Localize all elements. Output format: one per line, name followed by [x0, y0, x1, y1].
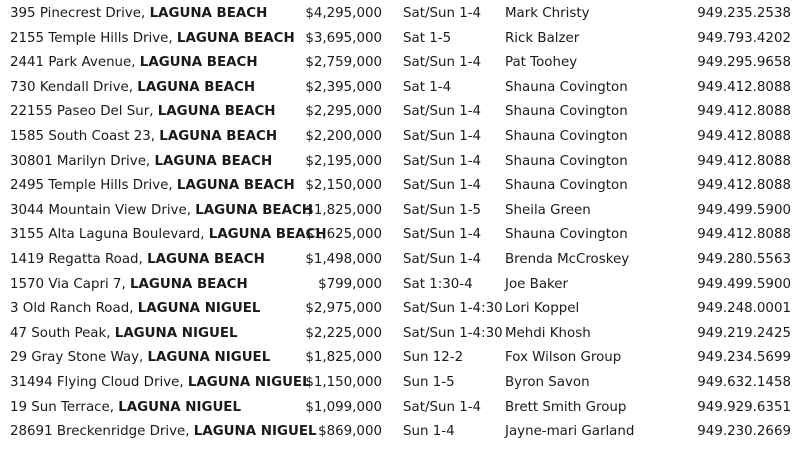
- listing-phone: 949.412.8088: [697, 153, 791, 169]
- listing-address: [10, 371, 311, 396]
- listing-phone: 949.412.8088: [697, 178, 791, 194]
- listing-address: [10, 223, 327, 248]
- listing-street: 1419 Regatta Road,: [10, 251, 148, 267]
- listing-open-hours: Sat/Sun 1-4: [403, 104, 482, 120]
- listing-city: LAGUNA NIGUEL: [114, 325, 238, 341]
- listing-open-hours: Sat/Sun 1-4: [403, 251, 482, 267]
- listing-open-hours: Sat/Sun 1-4: [403, 55, 482, 71]
- listing-agent: Brett Smith Group: [505, 399, 627, 415]
- listing-city: LAGUNA BEACH: [147, 251, 265, 267]
- listing-open-hours: Sun 12-2: [403, 350, 464, 366]
- listing-row: [0, 100, 800, 125]
- listing-city: LAGUNA NIGUEL: [118, 399, 241, 415]
- listing-phone: 949.929.6351: [697, 399, 791, 415]
- listing-price: $4,295,000: [305, 6, 382, 21]
- listing-address: [10, 297, 260, 322]
- listing-open-hours: Sat/Sun 1-4: [403, 6, 482, 21]
- listing-city: LAGUNA BEACH: [176, 178, 295, 194]
- listing-agent: Joe Baker: [505, 276, 569, 292]
- listing-street: 29 Gray Stone Way,: [10, 350, 148, 366]
- listing-agent: Byron Savon: [505, 374, 590, 390]
- listing-agent: Shauna Covington: [505, 104, 628, 120]
- listing-open-hours: Sat 1-5: [403, 30, 452, 46]
- listing-city: LAGUNA NIGUEL: [147, 350, 271, 366]
- listing-street: 2495 Temple Hills Drive,: [10, 178, 177, 194]
- listing-open-hours: Sat/Sun 1-4: [403, 399, 482, 415]
- listing-street: 1570 Via Capri 7,: [10, 276, 130, 292]
- listing-agent: Fox Wilson Group: [505, 350, 622, 366]
- listing-city: LAGUNA NIGUEL: [193, 424, 317, 440]
- listing-phone: 949.412.8088: [697, 79, 791, 95]
- listing-city: LAGUNA BEACH: [139, 55, 258, 71]
- listing-price: $1,825,000: [305, 202, 382, 218]
- listing-phone: 949.219.2425: [697, 325, 791, 341]
- listing-street: 1585 South Coast 23,: [10, 128, 160, 144]
- listing-row: [0, 371, 800, 396]
- listing-street: 730 Kendall Drive,: [10, 79, 138, 95]
- listing-price: $3,695,000: [305, 30, 382, 46]
- listing-row: [0, 199, 800, 224]
- listing-open-hours: Sun 1-4: [403, 424, 455, 440]
- listing-street: 19 Sun Terrace,: [10, 399, 119, 415]
- listing-price: $1,099,000: [305, 399, 382, 415]
- listing-row: [0, 27, 800, 52]
- listing-open-hours: Sat/Sun 1-4:30: [403, 325, 503, 341]
- listing-price: $2,225,000: [305, 325, 382, 341]
- listing-phone: 949.412.8088: [697, 104, 791, 120]
- listing-agent: Shauna Covington: [505, 227, 628, 243]
- listing-agent: Shauna Covington: [505, 128, 628, 144]
- listing-address: [10, 2, 267, 27]
- listing-price: $1,498,000: [305, 251, 382, 267]
- open-house-listing-table: [0, 2, 800, 445]
- listing-price: $799,000: [318, 276, 382, 292]
- listing-phone: 949.412.8088: [697, 128, 791, 144]
- listing-agent: Shauna Covington: [505, 178, 628, 194]
- listing-phone: 949.280.5563: [697, 251, 791, 267]
- listing-street: 2155 Temple Hills Drive,: [10, 30, 177, 46]
- listing-price: $2,200,000: [305, 128, 382, 144]
- listing-street: 3044 Mountain View Drive,: [10, 202, 196, 218]
- listing-phone: 949.295.9658: [697, 55, 791, 71]
- listing-phone: 949.235.2538: [697, 6, 791, 21]
- listing-city: LAGUNA NIGUEL: [137, 301, 261, 317]
- listing-phone: 949.499.5900: [697, 276, 791, 292]
- listing-agent: Shauna Covington: [505, 153, 628, 169]
- listing-city: LAGUNA BEACH: [137, 79, 256, 95]
- listing-address: [10, 51, 258, 76]
- listing-agent: Pat Toohey: [505, 55, 578, 71]
- listing-price: $2,295,000: [305, 104, 382, 120]
- listing-agent: Jayne-mari Garland: [505, 424, 635, 440]
- listing-price: $2,975,000: [305, 301, 382, 317]
- listing-address: [10, 199, 313, 224]
- listing-agent: Sheila Green: [505, 202, 591, 218]
- listing-row: [0, 396, 800, 421]
- listing-street: 31494 Flying Cloud Drive,: [10, 374, 188, 390]
- listing-address: [10, 396, 241, 421]
- listing-open-hours: Sat 1-4: [403, 79, 452, 95]
- listing-row: [0, 51, 800, 76]
- listing-address: [10, 273, 248, 298]
- listing-address: [10, 100, 275, 125]
- listing-address: [10, 76, 255, 101]
- listing-open-hours: Sat/Sun 1-4:30: [403, 301, 503, 317]
- listing-price: $2,395,000: [305, 79, 382, 95]
- listing-address: [10, 346, 270, 371]
- listing-agent: Mehdi Khosh: [505, 325, 591, 341]
- listing-city: LAGUNA NIGUEL: [187, 374, 311, 390]
- listing-phone: 949.412.8088: [697, 227, 791, 243]
- listing-phone: 949.499.5900: [697, 202, 791, 218]
- listing-row: [0, 223, 800, 248]
- listing-agent: Rick Balzer: [505, 30, 580, 46]
- listing-phone: 949.234.5699: [697, 350, 791, 366]
- listing-street: 22155 Paseo Del Sur,: [10, 104, 158, 120]
- listing-open-hours: Sat/Sun 1-4: [403, 128, 482, 144]
- listing-row: [0, 76, 800, 101]
- listing-price: $1,625,000: [305, 227, 382, 243]
- listing-row: [0, 297, 800, 322]
- listing-row: [0, 346, 800, 371]
- listing-address: [10, 420, 317, 445]
- listing-street: 395 Pinecrest Drive,: [10, 6, 150, 21]
- listing-price: $2,195,000: [305, 153, 382, 169]
- listing-open-hours: Sat/Sun 1-5: [403, 202, 482, 218]
- listing-address: [10, 27, 295, 52]
- listing-open-hours: Sat/Sun 1-4: [403, 178, 482, 194]
- listing-address: [10, 248, 265, 273]
- listing-row: [0, 150, 800, 175]
- listing-row: [0, 273, 800, 298]
- listing-street: 28691 Breckenridge Drive,: [10, 424, 194, 440]
- listing-phone: 949.230.2669: [697, 424, 791, 440]
- listing-phone: 949.632.1458: [697, 374, 791, 390]
- listing-price: $1,825,000: [305, 350, 382, 366]
- listing-agent: Mark Christy: [505, 6, 590, 21]
- listing-row: [0, 174, 800, 199]
- listing-agent: Shauna Covington: [505, 79, 628, 95]
- listing-street: 30801 Marilyn Drive,: [10, 153, 155, 169]
- listing-city: LAGUNA BEACH: [157, 104, 276, 120]
- listing-address: [10, 322, 238, 347]
- listing-city: LAGUNA BEACH: [176, 30, 295, 46]
- listing-price: $869,000: [318, 424, 382, 440]
- listing-open-hours: Sat/Sun 1-4: [403, 227, 482, 243]
- listing-city: LAGUNA BEACH: [195, 202, 313, 218]
- listing-address: [10, 150, 272, 175]
- listing-row: [0, 420, 800, 445]
- listing-open-hours: Sat/Sun 1-4: [403, 153, 482, 169]
- listing-row: [0, 322, 800, 347]
- listing-row: [0, 2, 800, 27]
- listing-row: [0, 125, 800, 150]
- listing-phone: 949.248.0001: [697, 301, 791, 317]
- listing-city: LAGUNA BEACH: [154, 153, 273, 169]
- listing-agent: Brenda McCroskey: [505, 251, 630, 267]
- listing-street: 2441 Park Avenue,: [10, 55, 140, 71]
- listing-price: $2,150,000: [305, 178, 382, 194]
- listing-phone: 949.793.4202: [697, 30, 791, 46]
- listing-agent: Lori Koppel: [505, 301, 580, 317]
- listing-address: [10, 125, 277, 150]
- listing-address: [10, 174, 295, 199]
- listing-city: LAGUNA BEACH: [129, 276, 248, 292]
- listing-open-hours: Sat 1:30-4: [403, 276, 473, 292]
- listing-street: 3 Old Ranch Road,: [10, 301, 138, 317]
- listing-street: 3155 Alta Laguna Boulevard,: [10, 227, 209, 243]
- listing-price: $1,150,000: [305, 374, 382, 390]
- listing-street: 47 South Peak,: [10, 325, 115, 341]
- listing-city: LAGUNA BEACH: [208, 227, 327, 243]
- listing-price: $2,759,000: [305, 55, 382, 71]
- listing-city: LAGUNA BEACH: [149, 6, 268, 21]
- listing-city: LAGUNA BEACH: [159, 128, 278, 144]
- listing-open-hours: Sun 1-5: [403, 374, 455, 390]
- listing-row: [0, 248, 800, 273]
